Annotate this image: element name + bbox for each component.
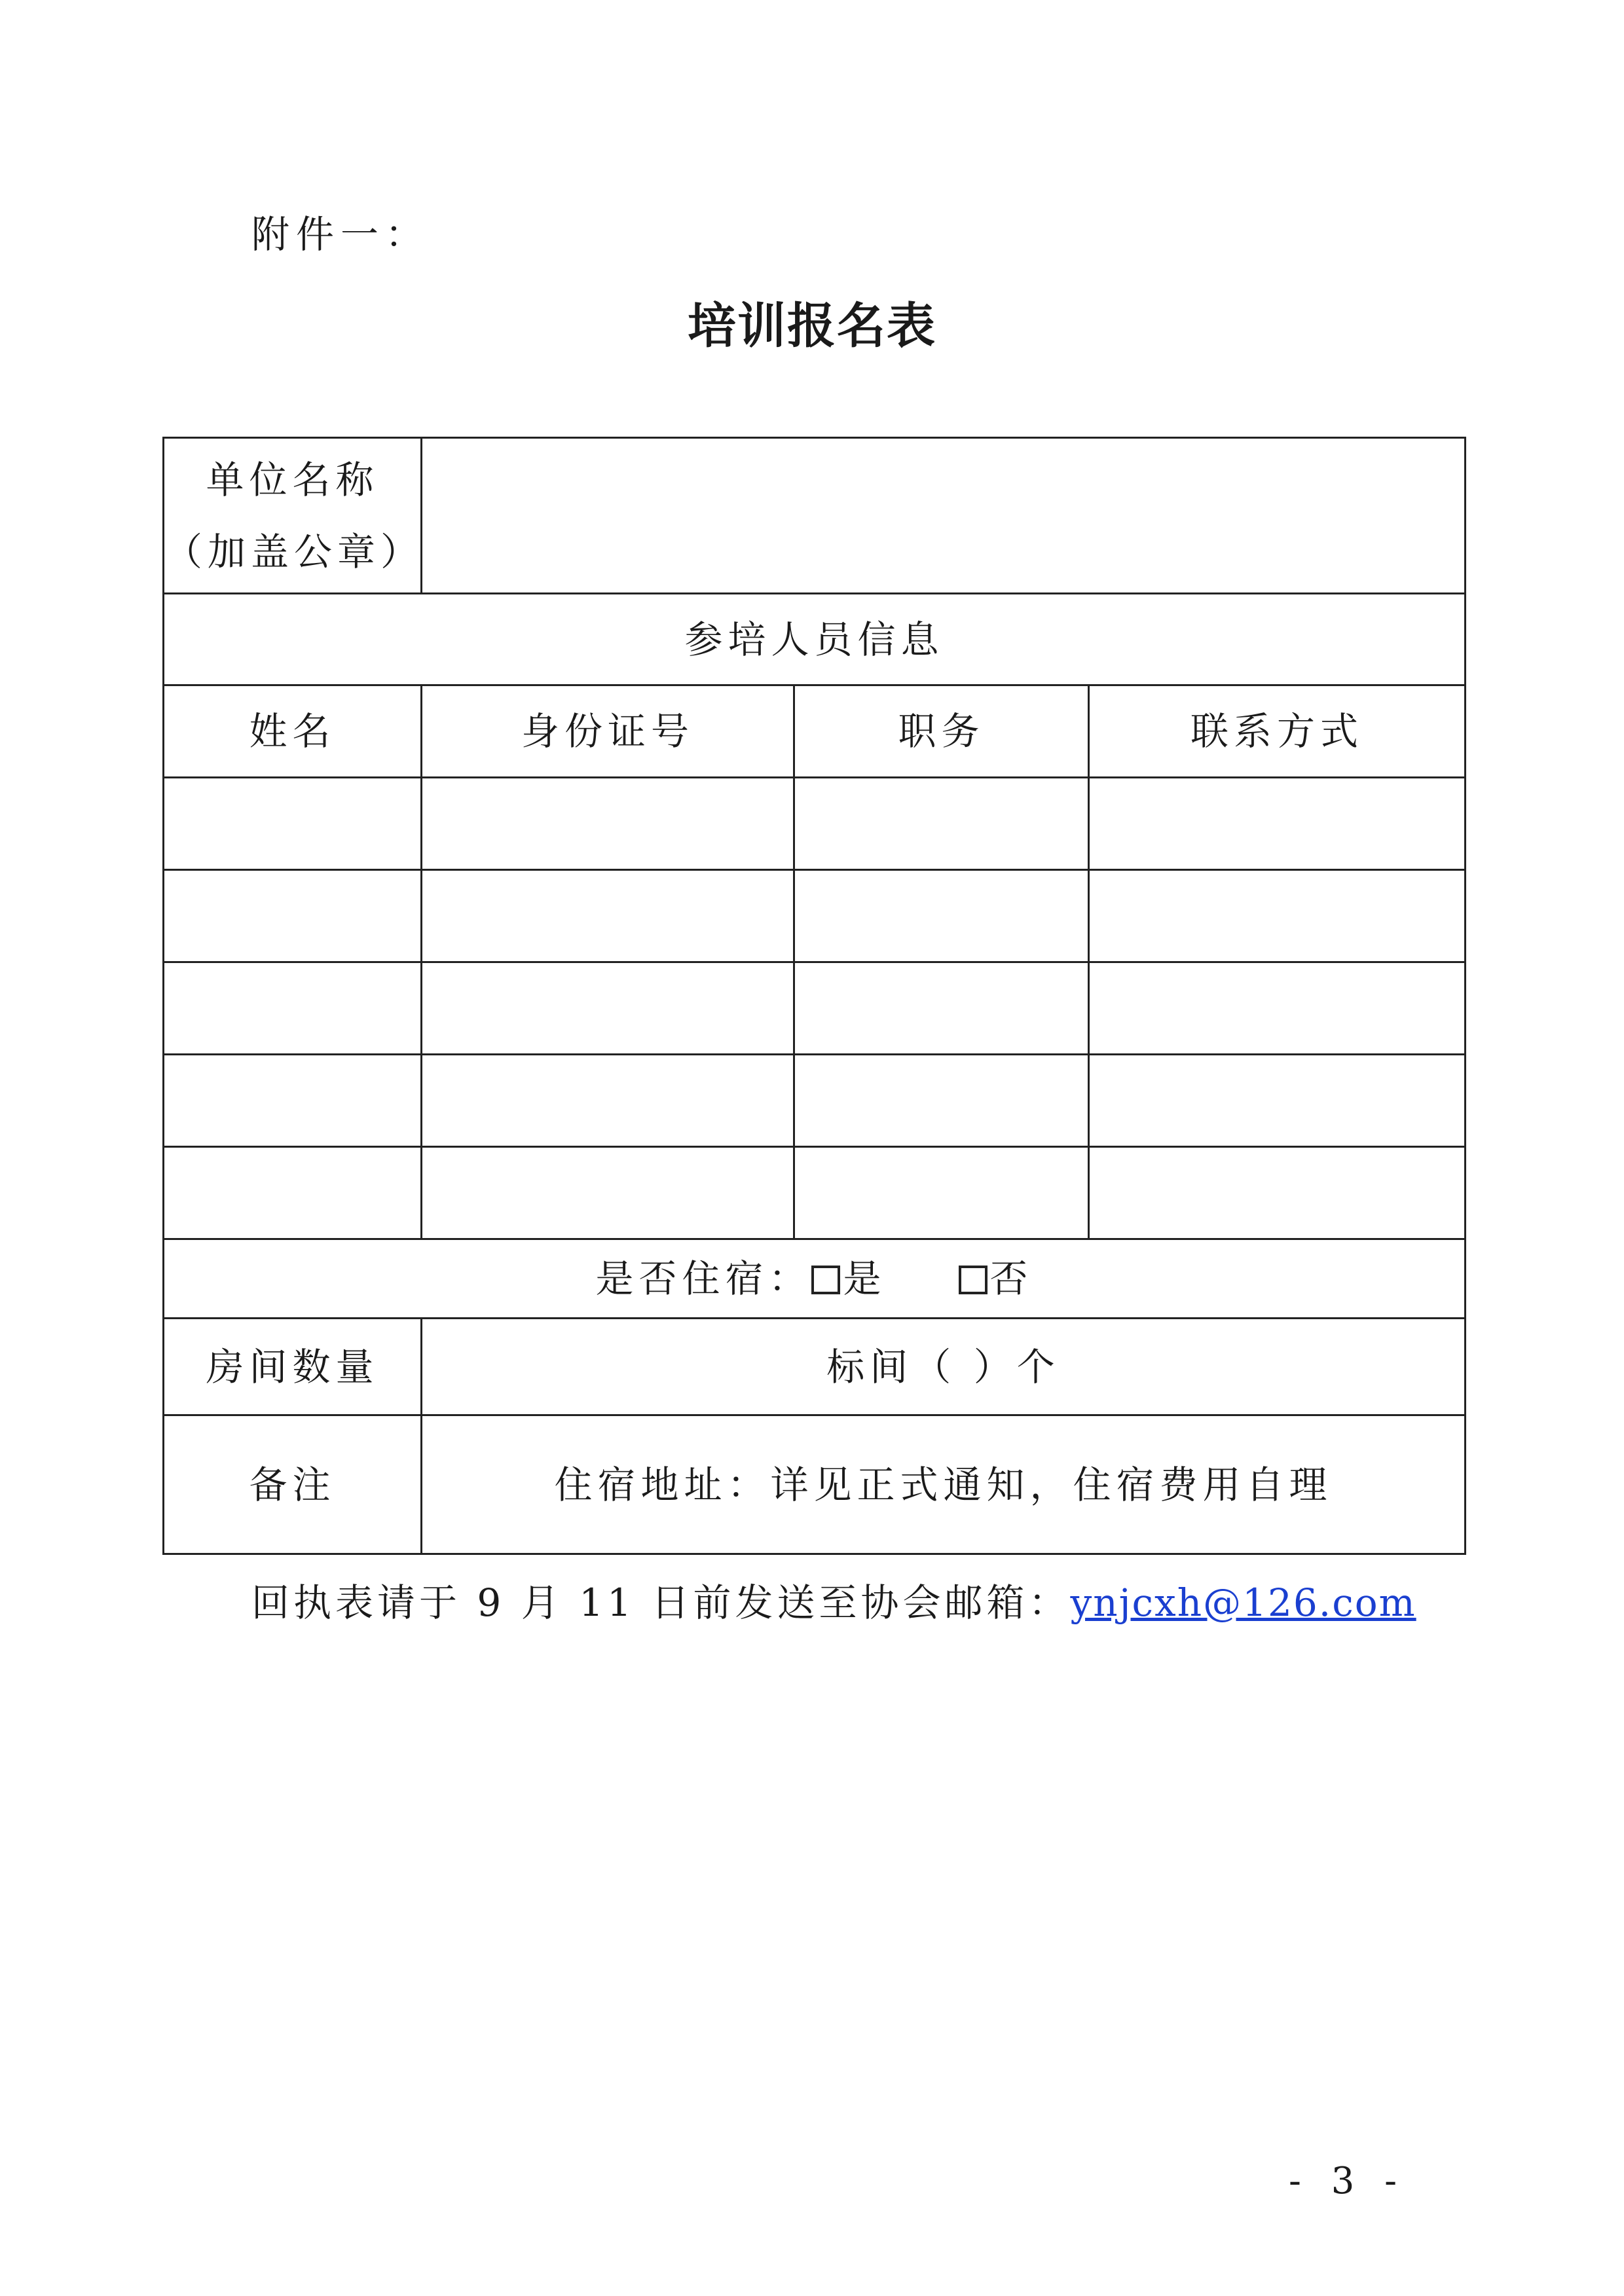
position-cell[interactable] — [794, 962, 1089, 1055]
id-number-cell[interactable] — [422, 870, 794, 962]
position-cell[interactable] — [794, 870, 1089, 962]
column-header-row — [164, 685, 1466, 778]
section-header: 参培人员信息 — [164, 594, 1466, 685]
position-cell[interactable] — [794, 778, 1089, 870]
contact-cell[interactable] — [1089, 870, 1466, 962]
email-link[interactable]: ynjcxh@126.com — [1070, 1580, 1416, 1625]
name-cell[interactable] — [164, 778, 422, 870]
column-header-contact: 联系方式 — [1089, 685, 1466, 778]
unit-name-label-line1: 单位名称 — [206, 457, 379, 502]
table-row — [164, 1147, 1466, 1239]
table-row — [164, 870, 1466, 962]
id-number-cell[interactable] — [422, 1055, 794, 1147]
remarks-row — [164, 1415, 1466, 1554]
position-cell[interactable] — [794, 1147, 1089, 1239]
room-count-label: 房间数量 — [164, 1319, 422, 1415]
section-header-row — [164, 594, 1466, 685]
submission-note — [251, 1576, 1416, 1629]
lodging-label: 是否住宿： — [595, 1256, 812, 1301]
lodging-yes-checkbox[interactable] — [811, 1266, 840, 1294]
unit-name-input[interactable] — [422, 438, 1466, 594]
attachment-label: 附件一： — [251, 212, 430, 257]
contact-cell[interactable] — [1089, 778, 1466, 870]
id-number-cell[interactable] — [422, 778, 794, 870]
table-row — [164, 962, 1466, 1055]
lodging-row — [164, 1239, 1466, 1319]
unit-name-label — [164, 438, 422, 594]
contact-cell[interactable] — [1089, 1055, 1466, 1147]
position-cell[interactable] — [794, 1055, 1089, 1147]
unit-name-row — [164, 438, 1466, 594]
room-count-row — [164, 1319, 1466, 1415]
id-number-cell[interactable] — [422, 1147, 794, 1239]
page-title: 培训报名表 — [688, 298, 936, 354]
remarks-value: 住宿地址：详见正式通知，住宿费用自理 — [422, 1415, 1466, 1554]
column-header-id-number: 身份证号 — [422, 685, 794, 778]
room-count-field[interactable]: 标间（ ）个 — [422, 1319, 1466, 1415]
contact-cell[interactable] — [1089, 1147, 1466, 1239]
lodging-yes-label: 是 — [843, 1256, 887, 1301]
column-header-name: 姓名 — [164, 685, 422, 778]
lodging-no-label: 否 — [989, 1256, 1033, 1301]
remarks-label: 备注 — [164, 1415, 422, 1554]
submission-note-text: 回执表请于 9 月 11 日前发送至协会邮箱： — [251, 1580, 1071, 1625]
name-cell[interactable] — [164, 1055, 422, 1147]
name-cell[interactable] — [164, 1147, 422, 1239]
page-number: - 3 - — [1289, 2160, 1407, 2202]
name-cell[interactable] — [164, 962, 422, 1055]
id-number-cell[interactable] — [422, 962, 794, 1055]
name-cell[interactable] — [164, 870, 422, 962]
unit-name-label-line2: （加盖公章） — [164, 529, 424, 574]
lodging-no-checkbox[interactable] — [959, 1266, 987, 1294]
registration-form-table — [162, 437, 1466, 1555]
table-row — [164, 1055, 1466, 1147]
contact-cell[interactable] — [1089, 962, 1466, 1055]
lodging-cell — [164, 1239, 1466, 1319]
table-row — [164, 778, 1466, 870]
column-header-position: 职务 — [794, 685, 1089, 778]
